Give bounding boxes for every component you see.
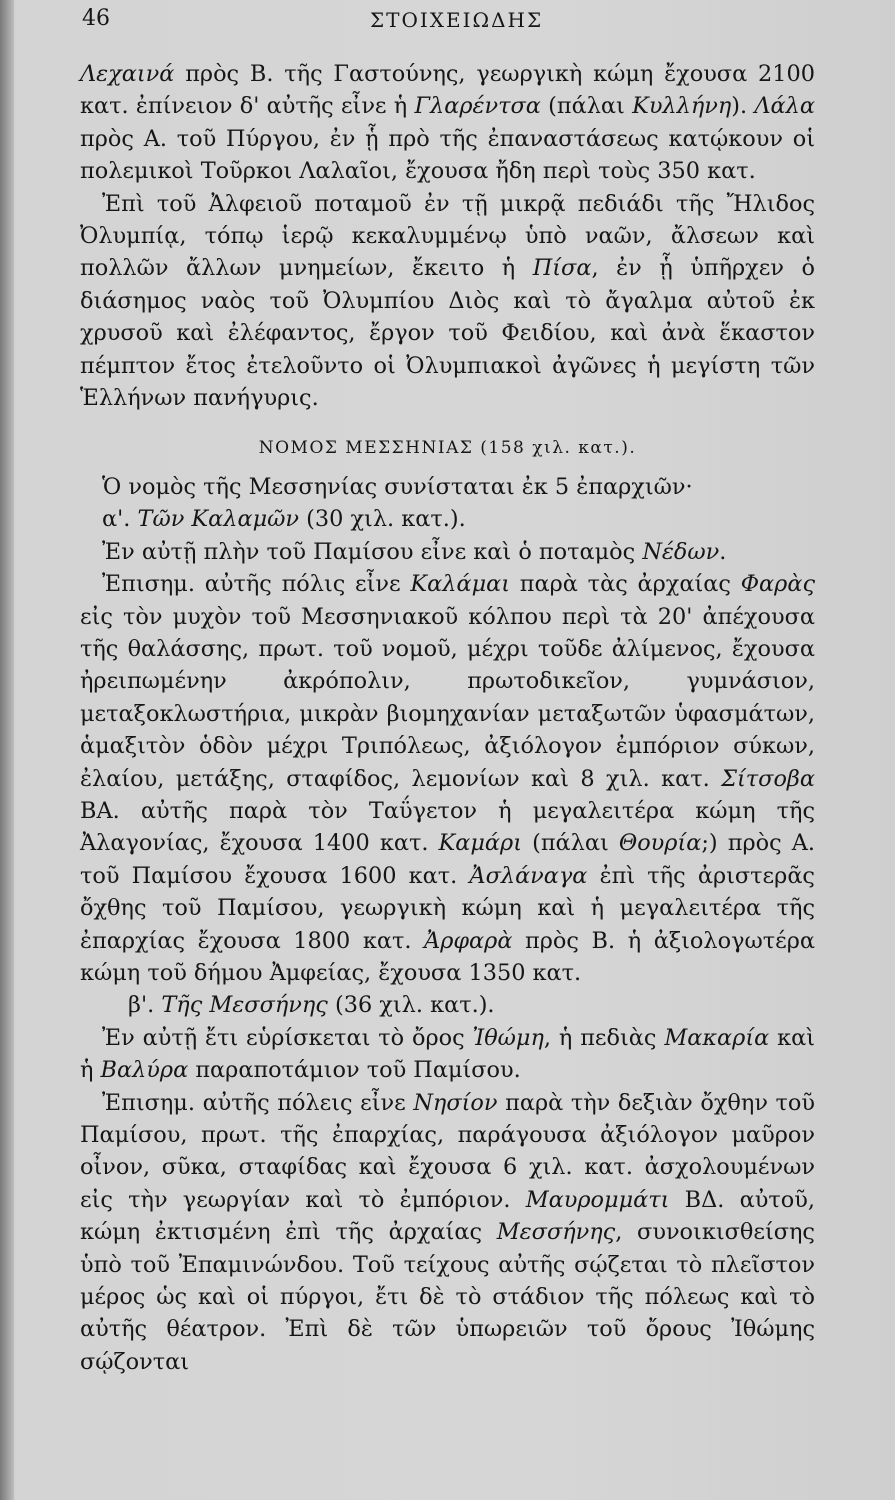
text-run: ἐπὶ τῆς ἀριστερᾶς ὄχθης τοῦ Παμίσου, γεωργικὴ κώμη καὶ ἡ μεγαλειτέρα τῆς ἐπαρχίας ἔχουσα 1800 κατ.	[80, 862, 815, 954]
body-text	[80, 58, 815, 1378]
text-run: β'.	[128, 992, 162, 1019]
text-run: (πάλαι	[522, 830, 619, 857]
text-run: Ἐπὶ τοῦ Ἀλφειοῦ ποταμοῦ ἐν τῇ μικρᾷ πεδιάδι τῆς Ἤλιδος Ὀλυμπίᾳ, τόπῳ ἱερῷ κεκαλυμμένῳ ὑπὸ ναῶν, ἄλσεων καὶ πολλῶν ἄλλων μνημείων, ἔκειτο ἡ	[80, 190, 815, 282]
paragraph-lechaina	[80, 58, 815, 188]
paragraph-nedon	[80, 536, 815, 568]
page-header	[0, 6, 895, 36]
text-run: , ἡ πεδιὰς	[543, 1024, 665, 1051]
place-name: Κυλλήνη	[632, 93, 732, 120]
text-run: (πάλαι	[540, 93, 633, 120]
text-run: (36 χιλ. κατ.).	[327, 992, 495, 1019]
paragraph-kalamai-towns	[80, 568, 815, 989]
text-run: πρὸς Β. τῆς Γαστούνης, γεωργικὴ κώμη ἔχουσα 2100 κατ. ἐπίνειον δ' αὐτῆς εἶνε ἡ	[80, 61, 815, 120]
paragraph-olympia	[80, 188, 815, 415]
place-name: Νησίον	[413, 1089, 498, 1116]
text-run: (30 χιλ. κατ.).	[299, 506, 466, 533]
text-run: πρὸς Β. ἡ ἀξιολογωτέρα κώμη τοῦ δήμου Ἀμφείας, ἔχουσα 1350 κατ.	[80, 927, 815, 986]
text-run: παραποτάμιον τοῦ Παμίσου.	[188, 1057, 521, 1084]
place-name: Πίσα	[532, 255, 592, 282]
text-run: πρὸς Α. τοῦ Πύργου, ἐν ᾗ πρὸ τῆς ἐπαναστάσεως κατῴκουν οἱ πολεμικοὶ Τοῦρκοι Λαλαῖοι, ἔχουσα ἤδη περὶ τοὺς 350 κατ.	[80, 125, 815, 185]
text-run: , συνοικισθείσης ὑπὸ τοῦ Ἐπαμινώνδου. Τοῦ τείχους αὐτῆς σῴζεται τὸ πλεῖστον μέρος ὡς καὶ οἱ πύργοι, ἔτι δὲ τὸ στάδιον τῆς πόλεως καὶ τὸ αὐτῆς θέατρον. Ἐπὶ δὲ τῶν ὑπωρειῶν τοῦ ὄρους Ἰθώμης σῴζονται	[80, 1219, 815, 1375]
paragraph-ithome	[80, 1022, 815, 1087]
text-run: α'.	[102, 506, 138, 533]
place-name: Ἰθώμη	[472, 1024, 544, 1051]
text-run: ;) πρὸς Α. τοῦ Παμίσου ἔχουσα 1600 κατ.	[80, 830, 815, 889]
text-run: ΒΔ. αὐτοῦ, κώμη ἐκτισμένη ἐπὶ τῆς ἀρχαίας	[80, 1186, 815, 1246]
place-name: Σίτσοβα	[721, 765, 815, 792]
text-run: Ἐν αὐτῇ πλὴν τοῦ Παμίσου εἶνε καὶ ὁ ποταμὸς	[102, 538, 643, 565]
place-name: Τῆς Μεσσήνης	[161, 992, 328, 1019]
text-run: ).	[731, 93, 755, 120]
subheading-kalamai	[80, 503, 815, 535]
text-run: Ἐπισημ. αὐτῆς πόλις εἶνε	[102, 571, 411, 598]
place-name: Λεχαινά	[80, 61, 175, 87]
place-name: Γλαρέντσα	[414, 93, 541, 120]
paragraph-nision	[80, 1087, 815, 1379]
paragraph-prefectures: Ὁ νομὸς τῆς Μεσσηνίας συνίσταται ἐκ 5 ἐπαρχιῶν·	[102, 473, 693, 500]
place-name: Μακαρία	[664, 1024, 770, 1051]
section-heading: ΝΟΜΟΣ ΜΕΣΣΗΝΙΑΣ (158 χιλ. κατ.).	[258, 438, 637, 459]
text-run: παρὰ τὰς ἀρχαίας	[510, 571, 741, 598]
text-run: ΒΑ. αὐτῆς παρὰ τὸν Ταΰγετον ἡ μεγαλειτέρα κώμη τῆς Ἀλαγονίας, ἔχουσα 1400 κατ.	[80, 797, 815, 857]
place-name: Φαρὰς	[740, 571, 815, 598]
text-run: εἰς τὸν μυχὸν τοῦ Μεσσηνιακοῦ κόλπου περὶ τὰ 20' ἀπέχουσα τῆς θαλάσσης, πρωτ. τοῦ νομοῦ, μέχρι τοῦδε ἀλίμενος, ἔχουσα ἠρειπωμένην ἀκρόπολιν, πρωτοδικεῖον, γυμνάσιον, μεταξοκλωστήρια, μικρὰν βιομηχανίαν μεταξωτῶν ὑφασμάτων, ἁμαξιτὸν ὁδὸν μέχρι Τριπόλεως, ἀξιόλογον ἐμπόριον σύκων, ἐλαίου, μετάξης, σταφίδος, λεμονίων καὶ 8 χιλ. κατ.	[80, 603, 815, 792]
running-title: ΣΤΟΙΧΕΙΩΔΗΣ	[370, 8, 544, 32]
place-name: Καμάρι	[438, 830, 522, 857]
place-name: Βαλύρα	[100, 1057, 189, 1084]
place-name: Νέδων	[642, 538, 720, 565]
text-run: Ἐν αὐτῇ ἔτι εὑρίσκεται τὸ ὄρος	[102, 1024, 473, 1051]
place-name: Ἀσλάναγα	[469, 862, 588, 889]
place-name: Μεσσήνης	[496, 1219, 616, 1246]
text-run: παρὰ τὴν δεξιὰν ὄχθην τοῦ Παμίσου, πρωτ. τῆς ἐπαρχίας, παράγουσα ἀξιόλογον μαῦρον οἶνον, σῦκα, σταφίδας καὶ ἔχουσα 6 χιλ. κατ. ἀσχολουμένων εἰς τὴν γεωργίαν καὶ τὸ ἐμπόριον.	[80, 1089, 816, 1213]
text-run: καὶ ἡ	[80, 1024, 816, 1084]
place-name: Λάλα	[754, 93, 815, 120]
subheading-messene	[80, 989, 815, 1021]
page-gutter-shadow	[0, 0, 14, 1500]
page-number: 46	[82, 6, 110, 31]
place-name: Ἀρφαρὰ	[424, 927, 513, 954]
place-name: Μαυρομμάτι	[525, 1186, 670, 1213]
text-run: Ἐπισημ. αὐτῆς πόλεις εἶνε	[102, 1089, 414, 1116]
place-name: Τῶν Καλαμῶν	[137, 506, 300, 533]
text-run: , ἐν ᾗ ὑπῆρχεν ὁ διάσημος ναὸς τοῦ Ὀλυμπίου Διὸς καὶ τὸ ἄγαλμα αὐτοῦ ἐκ χρυσοῦ καὶ ἐλέφαντος, ἔργον τοῦ Φειδίου, καὶ ἀνὰ ἕκαστον πέμπτον ἔτος ἐτελοῦντο οἱ Ὀλυμπιακοὶ ἀγῶνες ἡ μεγίστη τῶν Ἑλλήνων πανήγυρις.	[80, 255, 815, 412]
text-run: .	[719, 538, 727, 565]
place-name: Καλάμαι	[410, 571, 511, 598]
place-name: Θουρία	[618, 830, 702, 857]
